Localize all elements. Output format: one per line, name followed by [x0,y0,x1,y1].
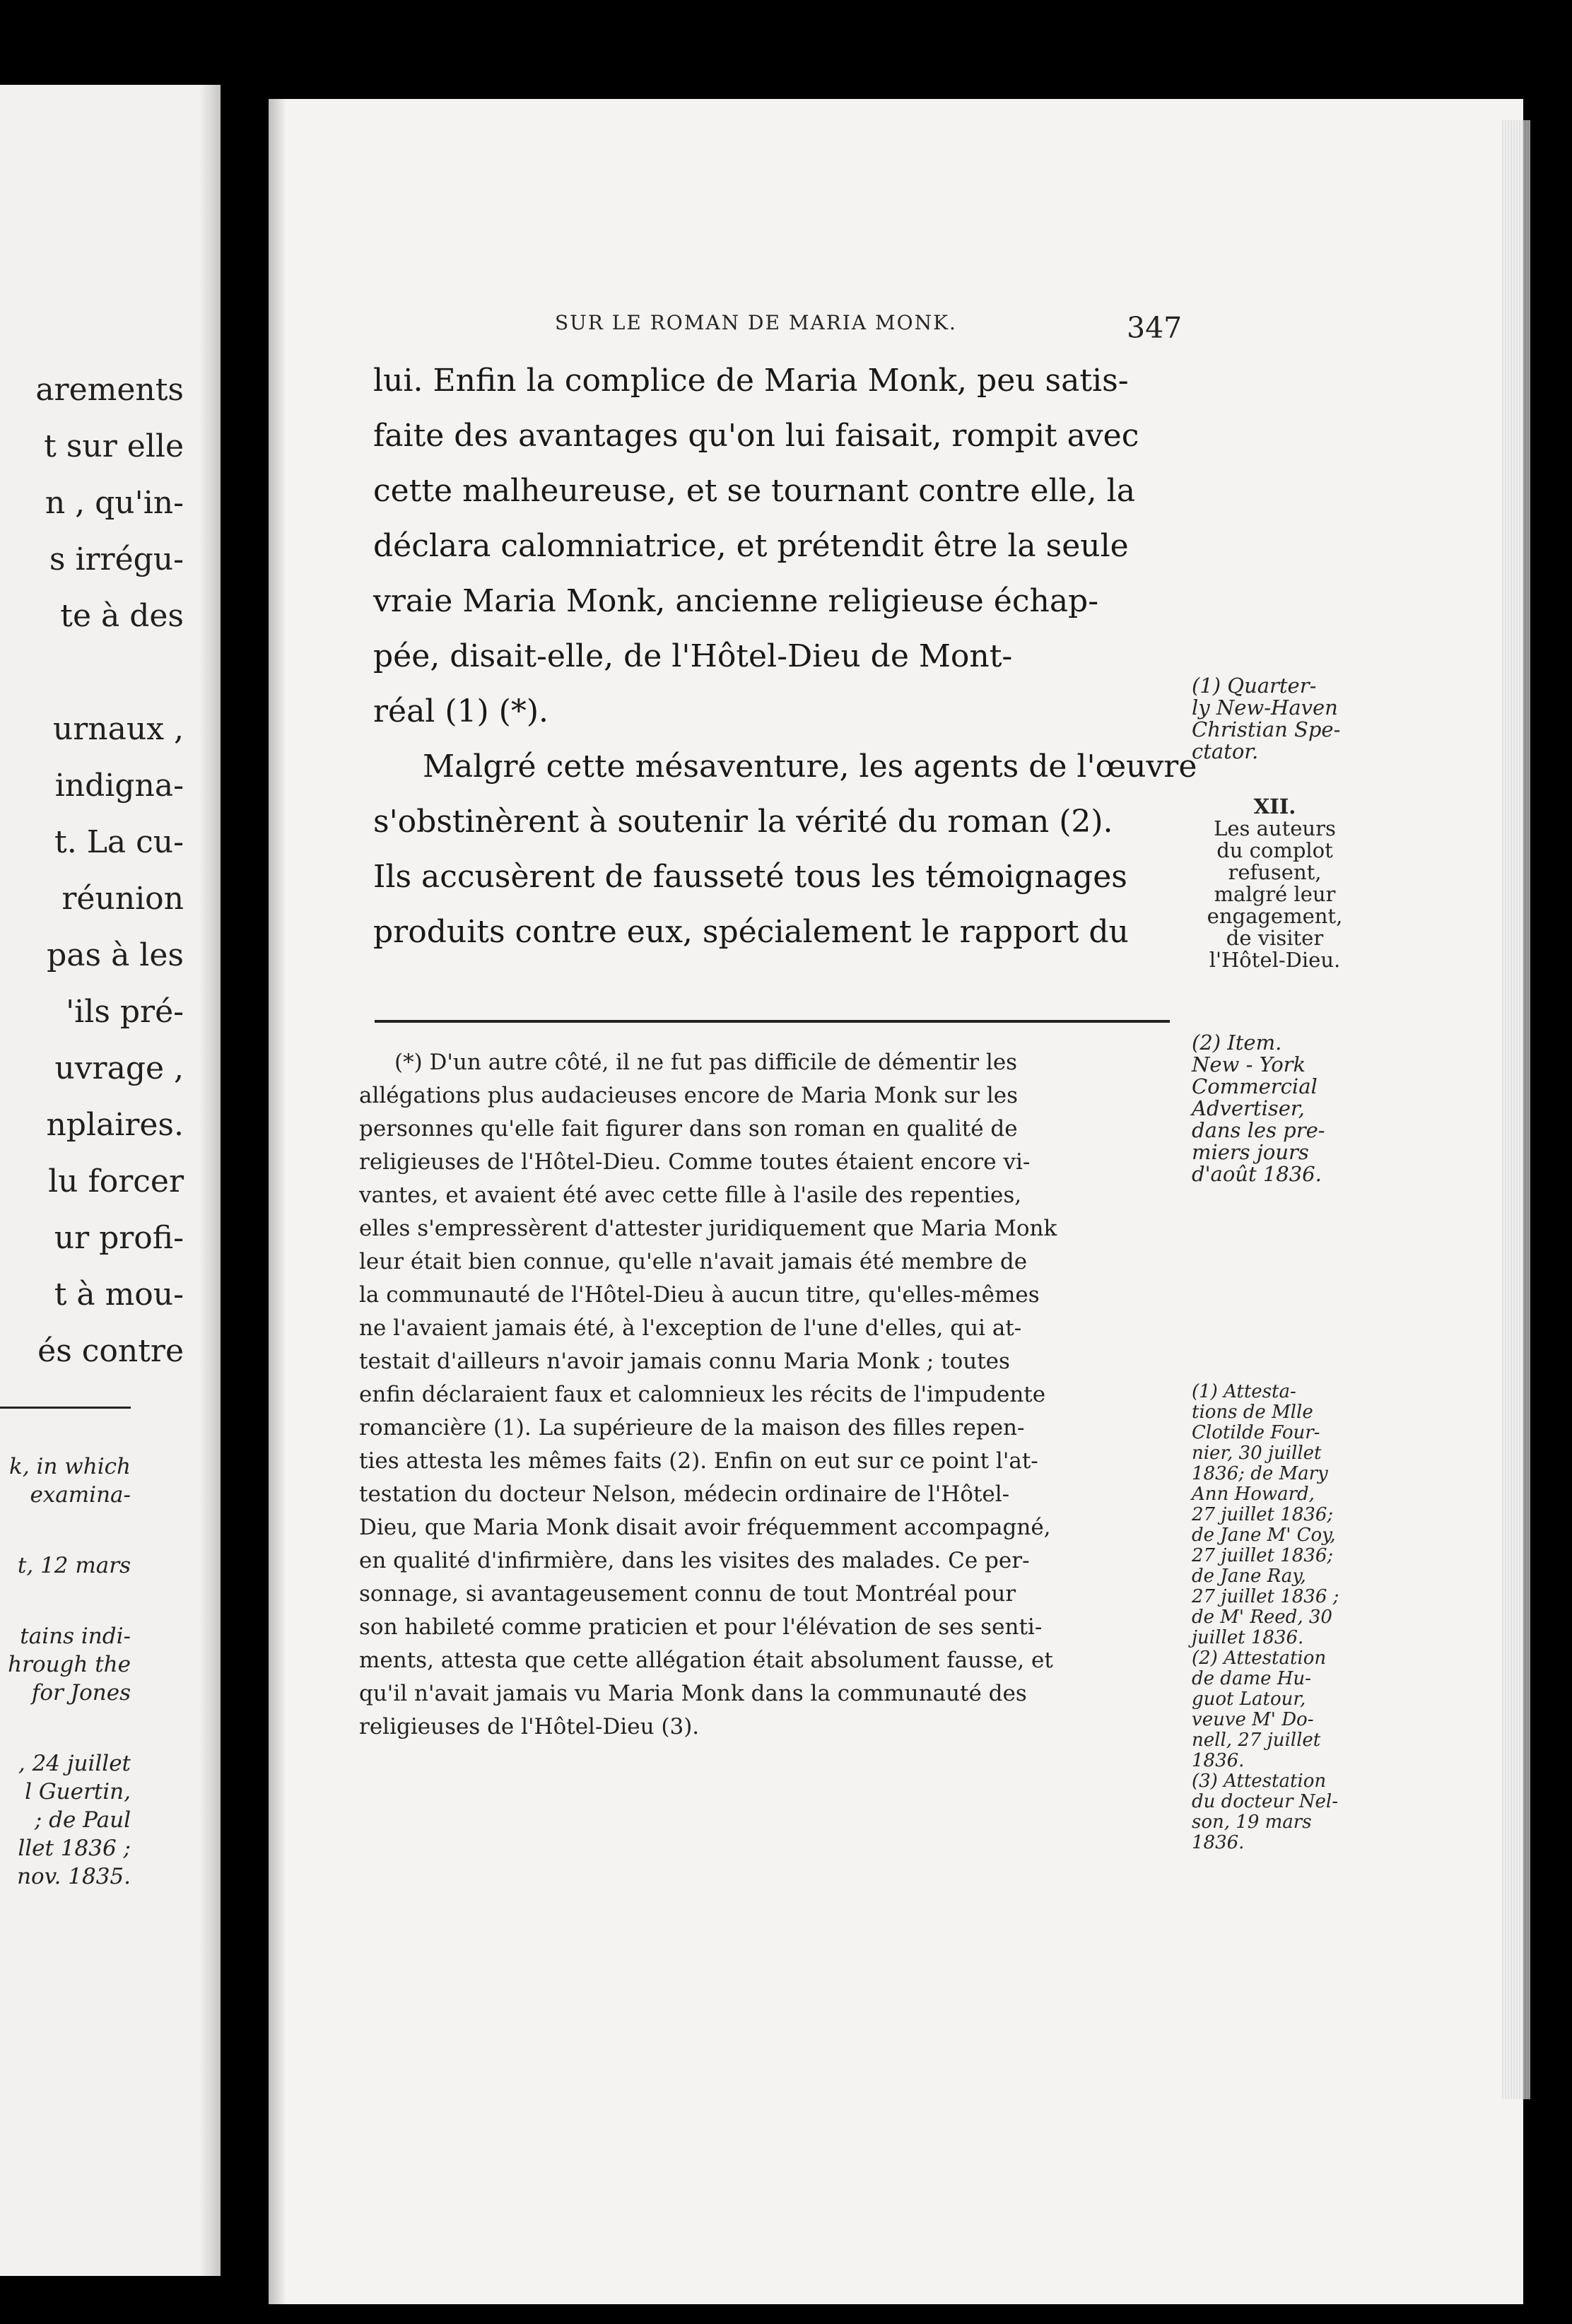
section-summary-line: refusent, [1228,860,1322,884]
margin-note-1 [1192,675,1358,763]
footnote-line: qu'il n'avait jamais vu Maria Monk dans la communauté des [359,1681,1027,1706]
footnote-margin-line: (1) Attesta- [1192,1381,1296,1402]
footnote-margin-line: de dame Hu- [1192,1668,1311,1689]
footnote-line: romancière (1). La supérieure de la maison des filles repen- [359,1415,1025,1440]
footnote-line: religieuses de l'Hôtel-Dieu. Comme toutes étaient encore vi- [359,1149,1031,1175]
footnote-line: allégations plus audacieuses encore de Maria Monk sur les [359,1083,1019,1108]
left-text-line: arements [35,372,184,408]
footnote-margin-line: Clotilde Four- [1192,1422,1320,1443]
left-text-line: urnaux , [52,711,184,747]
margin-note-line: Advertiser, [1192,1096,1305,1120]
left-text-line: t sur elle [44,428,184,464]
margin-note-2 [1192,1032,1358,1185]
left-footnote-line: , 24 juillet [18,1751,131,1776]
left-text-line: indigna- [54,768,184,804]
left-text-line: nplaires. [46,1107,184,1143]
footnote-margin-line: de Jane M' Coy, [1192,1525,1336,1546]
footnote-margin-line: (3) Attestation [1192,1771,1327,1792]
body-line: lui. Enfin la complice de Maria Monk, peu satis- [373,363,1129,399]
body-line: Malgré cette mésaventure, les agents de l'œuvre [423,749,1197,785]
left-footnote-line: k, in which [9,1454,131,1479]
footnote-line: leur était bien connue, qu'elle n'avait jamais été membre de [359,1249,1028,1274]
footnote-line: (*) D'un autre côté, il ne fut pas difficile de démentir les [394,1050,1018,1075]
footnote-margin-line: veuve M' Do- [1192,1709,1314,1730]
footnote-line: en qualité d'infirmière, dans les visites des malades. Ce per- [359,1548,1030,1573]
margin-note-line: dans les pre- [1192,1118,1325,1142]
page-number: 347 [1127,311,1183,345]
section-number: XII. [1253,794,1296,818]
footnote-line: ties attesta les mêmes faits (2). Enfin on eut sur ce point l'at- [359,1448,1038,1474]
footnote-line: Dieu, que Maria Monk disait avoir fréquemment accompagné, [359,1515,1051,1540]
footnote-margin-line: son, 19 mars [1192,1812,1312,1833]
body-line: pée, disait-elle, de l'Hôtel-Dieu de Mont- [373,638,1013,674]
margin-note-line: miers jours [1192,1140,1309,1164]
footnote-margin-line: 1836. [1192,1750,1245,1771]
footnote-margin-line: 1836. [1192,1832,1245,1853]
margin-note-line: d'août 1836. [1192,1162,1322,1186]
footnote-margin-line: nell, 27 juillet [1192,1730,1321,1751]
left-text-line: te à des [60,598,184,634]
footnote-line: son habileté comme praticien et pour l'élévation de ses senti- [359,1614,1043,1640]
footnote-line: la communauté de l'Hôtel-Dieu à aucun titre, qu'elles-mêmes [359,1282,1040,1308]
margin-note-line: ctator. [1192,739,1259,763]
body-line: déclara calomniatrice, et prétendit être la seule [373,528,1129,564]
footnote-block [359,1046,1158,1744]
section-summary-line: de visiter [1226,926,1324,950]
footnote-margin-notes [1192,1382,1358,1853]
left-text-line: és contre [37,1333,184,1369]
section-summary-line: Les auteurs [1214,816,1336,840]
body-line: faite des avantages qu'on lui faisait, rompit avec [373,418,1139,454]
body-line: Ils accusèrent de fausseté tous les témoignages [373,859,1127,895]
section-summary-line: du complot [1216,838,1333,862]
left-text-line: lu forcer [48,1163,184,1199]
footnote-line: testation du docteur Nelson, médecin ordinaire de l'Hôtel- [359,1481,1010,1507]
margin-note-line: New - York [1192,1052,1306,1076]
left-text-line: n , qu'in- [45,485,184,521]
footnote-margin-line: 27 juillet 1836 ; [1192,1586,1339,1607]
left-footnote-line: examina- [30,1482,131,1508]
left-footnote-line: llet 1836 ; [18,1836,131,1861]
page-edge [1502,120,1530,2099]
footnote-margin-line: Ann Howard, [1192,1484,1315,1505]
left-footnote-line: ; de Paul [34,1807,131,1833]
left-text-line: t. La cu- [54,824,184,860]
section-summary-line: engagement, [1207,904,1343,928]
body-line: s'obstinèrent à soutenir la vérité du roman (2). [373,804,1113,840]
footnote-line: testait d'ailleurs n'avoir jamais connu Maria Monk ; toutes [359,1349,1010,1374]
footnote-margin-line: 27 juillet 1836; [1192,1504,1334,1525]
running-title: SUR LE ROMAN DE MARIA MONK. [555,311,957,334]
footnote-margin-line: (2) Attestation [1192,1648,1327,1669]
footnote-margin-line: de M' Reed, 30 [1192,1607,1332,1628]
footnote-line: sonnage, si avantageusement connu de tout Montréal pour [359,1581,1016,1607]
left-footnote-rule [0,1407,131,1409]
footnote-line: religieuses de l'Hôtel-Dieu (3). [359,1714,700,1739]
body-line: vraie Maria Monk, ancienne religieuse échap- [373,583,1099,619]
left-text-line: ur profi- [54,1220,184,1256]
body-line: cette malheureuse, et se tournant contre elle, la [373,473,1135,509]
left-text-line: uvrage , [54,1050,184,1086]
margin-note-line: (2) Item. [1192,1031,1282,1055]
left-footnote-line: nov. 1835. [17,1864,131,1889]
footnote-margin-line: de Jane Ray, [1192,1566,1306,1587]
section-summary-line: malgré leur [1214,882,1336,906]
footnote-margin-line: 27 juillet 1836; [1192,1545,1334,1566]
body-line: réal (1) (*). [373,693,549,729]
section-summary [1192,796,1358,971]
footnote-line: ments, attesta que cette allégation était absolument fausse, et [359,1648,1053,1673]
footnote-line: ne l'avaient jamais été, à l'exception de l'une d'elles, qui at- [359,1315,1022,1341]
left-footnote-line: l Guertin, [25,1779,131,1804]
footnote-margin-line: guot Latour, [1192,1689,1306,1710]
left-text-line: pas à les [47,937,184,973]
footnote-margin-line: juillet 1836. [1192,1627,1304,1648]
left-text-line: s irrégu- [49,541,184,577]
left-text-line: 'ils pré- [66,994,184,1030]
footnote-line: vantes, et avaient été avec cette fille à l'asile des repenties, [359,1182,1022,1208]
footnote-margin-line: tions de Mlle [1192,1402,1313,1423]
footnote-rule [375,1020,1170,1023]
section-summary-line: l'Hôtel-Dieu. [1209,948,1341,972]
footnote-margin-line: nier, 30 juillet [1192,1443,1322,1464]
footnote-line: elles s'empressèrent d'attester juridiquement que Maria Monk [359,1216,1057,1241]
margin-note-line: Commercial [1192,1074,1318,1098]
left-footnote-line: hrough the [8,1652,131,1677]
footnote-margin-line: du docteur Nel- [1192,1791,1339,1812]
margin-note-line: (1) Quarter- [1192,674,1317,698]
left-footnote-line: tains indi- [20,1624,131,1649]
body-text [373,353,1197,960]
left-text-line: t à mou- [54,1277,184,1313]
body-line: produits contre eux, spécialement le rapport du [373,914,1129,950]
left-page [0,85,221,2276]
footnote-line: personnes qu'elle fait figurer dans son roman en qualité de [359,1116,1018,1142]
margin-note-line: Christian Spe- [1192,717,1341,741]
left-text-line: réunion [61,881,184,917]
footnote-line: enfin déclaraient faux et calomnieux les récits de l'impudente [359,1382,1046,1407]
margin-note-line: ly New-Haven [1192,696,1338,720]
left-footnote-line: t, 12 mars [17,1553,131,1578]
left-footnote-line: for Jones [31,1680,131,1706]
footnote-margin-line: 1836; de Mary [1192,1463,1328,1484]
